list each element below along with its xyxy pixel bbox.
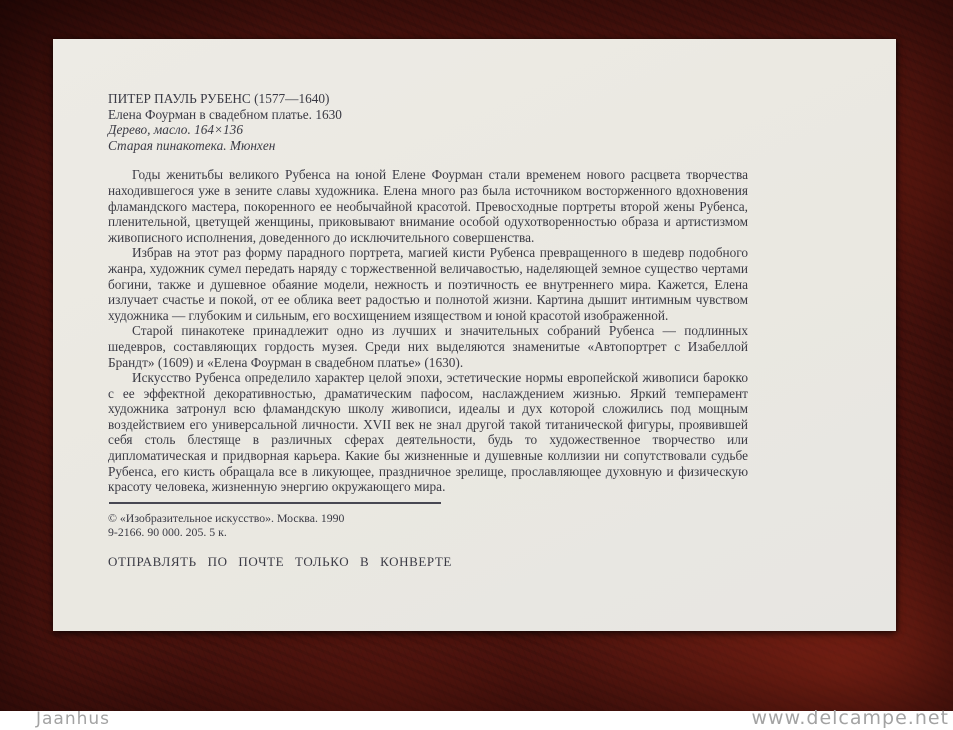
postal-instruction: ОТПРАВЛЯТЬ ПО ПОЧТЕ ТОЛЬКО В КОНВЕРТЕ bbox=[108, 553, 452, 569]
postcard-back bbox=[53, 39, 896, 631]
essay-text bbox=[108, 167, 748, 494]
copyright-line: © «Изобразительное искусство». Москва. 1990 bbox=[108, 510, 345, 525]
essay-paragraph-4: Искусство Рубенса определило характер целой эпохи, эстетические нормы европейской живописи барокко с ее эффектной декоративностью, драматическим пафосом, наслаждением жизнью. Яркий темперамент художника затронул всю фламандскую школу живописи, идеалы и дух которой сложились под мощным воздействием его универсальной личности. XVII век не знал другой такой титанической фигуры, проявившей себя столь блестяще в различных сферах деятельности, будь то художественное творчество или дипломатическая и придворная карьера. Какие бы жизненные и душевные коллизии ни сопутствовали судьбе Рубенса, его кисть обращала все в ликующее, праздничное зрелище, прославляющее духовную и физическую красоту человека, жизненную энергию окружающего мира. bbox=[108, 370, 748, 495]
watermark-seller-name: Jaanhus bbox=[36, 709, 111, 729]
publisher-imprint bbox=[108, 511, 748, 539]
artwork-caption bbox=[108, 91, 748, 153]
imprint-divider-line bbox=[109, 502, 441, 504]
print-code-line: 9-2166. 90 000. 205. 5 к. bbox=[108, 524, 227, 539]
artwork-title-line: Елена Фоурман в свадебном платье. 1630 bbox=[108, 106, 342, 122]
artwork-museum-line: Старая пинакотека. Мюнхен bbox=[108, 137, 276, 153]
artwork-medium-line: Дерево, масло. 164×136 bbox=[108, 122, 243, 138]
essay-paragraph-3: Старой пинакотеке принадлежит одно из лучших и значительных собраний Рубенса — подлинных шедевров, составляющих гордость музея. Среди них выделяются знаменитые «Автопортрет с Изабеллой Брандт» (1609) и «Елена Фоурман в свадебном платье» (1630). bbox=[108, 323, 748, 370]
artist-name-line: ПИТЕР ПАУЛЬ РУБЕНС (1577—1640) bbox=[108, 91, 330, 106]
postcard-text-block bbox=[53, 39, 896, 569]
essay-paragraph-2: Избрав на этот раз форму парадного портрета, магией кисти Рубенса превращенного в шедевр подобного жанра, художник сумел передать наряду с торжественной величавостью, наделяющей земное существо чертами богини, также и душевное обаяние модели, нежность и поэтичность ее внутреннего мира. Кажется, Елена излучает счастье и покой, от ее облика веет радостью и полнотой жизни. Картина дышит интимным чувством художника — глубоким и сильным, его восхищением изяществом и юной красотой изображенной. bbox=[108, 245, 748, 323]
essay-paragraph-1: Годы женитьбы великого Рубенса на юной Елене Фоурман стали временем нового расцвета творчества находившегося уже в зените славы художника. Елена много раз была источником восторженного вдохновения фламандского мастера, покоренного ее необычайной красотой. Превосходные портреты второй жены Рубенса, пленительной, цветущей женщины, приковывают внимание особой одухотворенностью образа и артистизмом живописного исполнения, доведенного до исключительного совершенства. bbox=[108, 167, 748, 245]
watermark-delcampe-url: www.delcampe.net bbox=[751, 707, 949, 729]
